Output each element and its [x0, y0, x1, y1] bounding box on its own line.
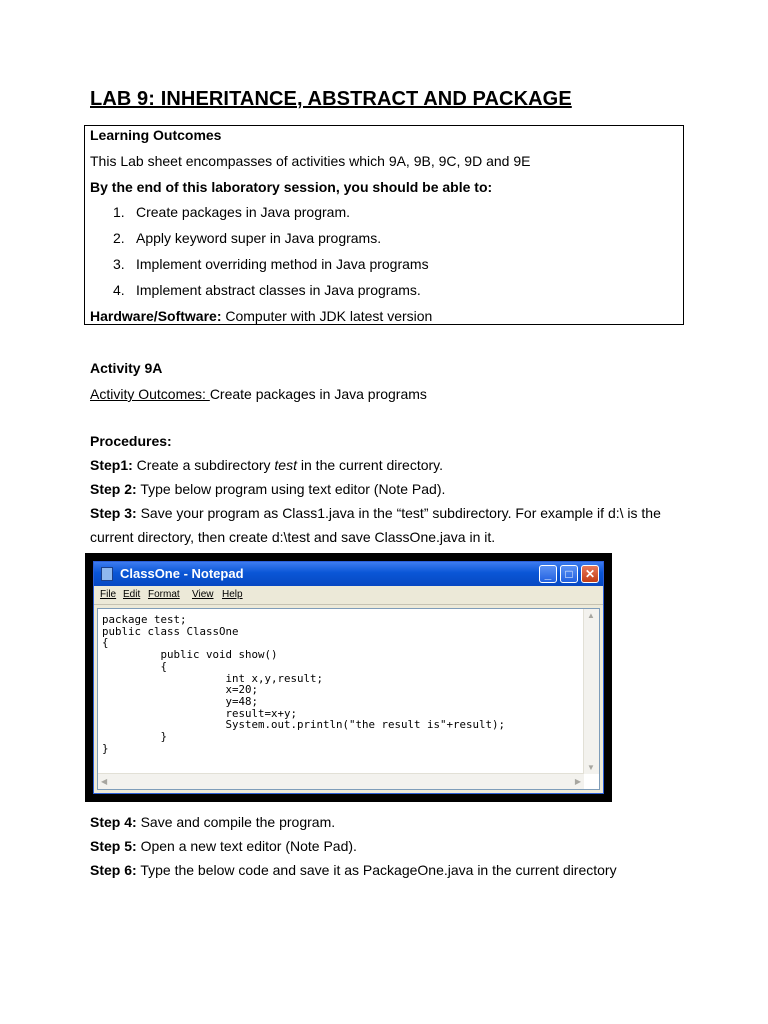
hardware-software-line — [90, 308, 432, 324]
menu-format[interactable]: Format — [148, 589, 180, 600]
step-1-pre: Create a subdirectory — [132, 457, 275, 473]
step-4-label: Step 4: — [90, 814, 137, 830]
notepad-editor[interactable] — [97, 608, 600, 790]
step-3-text: Save your program as Class1.java in the “test” subdirectory. For example if d:\ is the — [136, 505, 661, 521]
step-1-post: in the current directory. — [297, 457, 444, 473]
scroll-right-icon[interactable]: ▶ — [574, 777, 581, 786]
step-6-label: Step 6: — [90, 862, 137, 878]
outcome-item-1: Create packages in Java program. — [136, 204, 350, 220]
notepad-app-icon — [101, 567, 113, 581]
notepad-window — [93, 561, 604, 794]
outcomes-end-label: By the end of this laboratory session, you should be able to: — [90, 179, 493, 195]
close-button[interactable]: ✕ — [581, 565, 599, 583]
step-4-text: Save and compile the program. — [136, 814, 336, 830]
step-6-text: Type the below code and save it as PackageOne.java in the current directory — [136, 862, 617, 878]
maximize-button[interactable]: □ — [560, 565, 578, 583]
menu-edit[interactable]: Edit — [123, 589, 141, 600]
page-title: LAB 9: INHERITANCE, ABSTRACT AND PACKAGE — [90, 88, 572, 110]
outcome-item-4: Implement abstract classes in Java programs. — [136, 282, 421, 298]
notepad-screenshot — [85, 553, 612, 802]
step-6 — [90, 862, 617, 878]
step-2-label: Step 2: — [90, 481, 137, 497]
step-3-continued: current directory, then create d:\test and save ClassOne.java in it. — [90, 529, 496, 545]
procedures-label: Procedures: — [90, 433, 172, 449]
activity-outcome-label: Activity Outcomes: — [90, 386, 210, 402]
step-3-label: Step 3: — [90, 505, 137, 521]
horizontal-scrollbar[interactable] — [98, 773, 584, 789]
outcome-item-2: Apply keyword super in Java programs. — [136, 230, 382, 246]
code-text: package test; public class ClassOne { public void show() { int x,y,result; x=20; y=48; result=x+y; System.out.println("the result is"+result); } } — [102, 613, 506, 755]
step-2-text: Type below program using text editor (Note Pad). — [136, 481, 446, 497]
outcome-item-1-num: 1. — [113, 204, 125, 220]
activity-outcome-line — [90, 386, 427, 402]
outcome-item-4-num: 4. — [113, 282, 125, 298]
outcome-item-3: Implement overriding method in Java programs — [136, 256, 429, 272]
menu-view[interactable]: View — [192, 589, 214, 600]
notepad-title: ClassOne - Notepad — [120, 566, 244, 581]
vertical-scrollbar[interactable] — [583, 609, 599, 774]
step-5-label: Step 5: — [90, 838, 137, 854]
step-4 — [90, 814, 335, 830]
step-1-emphasis: test — [274, 457, 297, 473]
menu-help[interactable]: Help — [222, 589, 243, 600]
notepad-menubar — [94, 586, 603, 605]
menu-file[interactable]: File — [100, 589, 117, 600]
learning-outcomes-heading: Learning Outcomes — [90, 127, 222, 143]
scroll-down-icon[interactable]: ▼ — [587, 763, 595, 772]
notepad-titlebar[interactable] — [94, 562, 603, 586]
step-2 — [90, 481, 445, 497]
scroll-left-icon[interactable]: ◀ — [101, 777, 108, 786]
step-3 — [90, 505, 661, 521]
hardware-software-label: Hardware/Software: — [90, 308, 222, 324]
step-1 — [90, 457, 443, 473]
activity-heading: Activity 9A — [90, 360, 163, 376]
step-1-label: Step1: — [90, 457, 133, 473]
scroll-up-icon[interactable]: ▲ — [587, 611, 595, 620]
outcome-item-3-num: 3. — [113, 256, 125, 272]
activity-outcome-text: Create packages in Java programs — [209, 386, 427, 402]
hardware-software-value: Computer with JDK latest version — [221, 308, 433, 324]
minimize-button[interactable]: _ — [539, 565, 557, 583]
outcomes-intro: This Lab sheet encompasses of activities which 9A, 9B, 9C, 9D and 9E — [90, 153, 531, 169]
outcome-item-2-num: 2. — [113, 230, 125, 246]
step-5 — [90, 838, 357, 854]
step-5-text: Open a new text editor (Note Pad). — [136, 838, 357, 854]
